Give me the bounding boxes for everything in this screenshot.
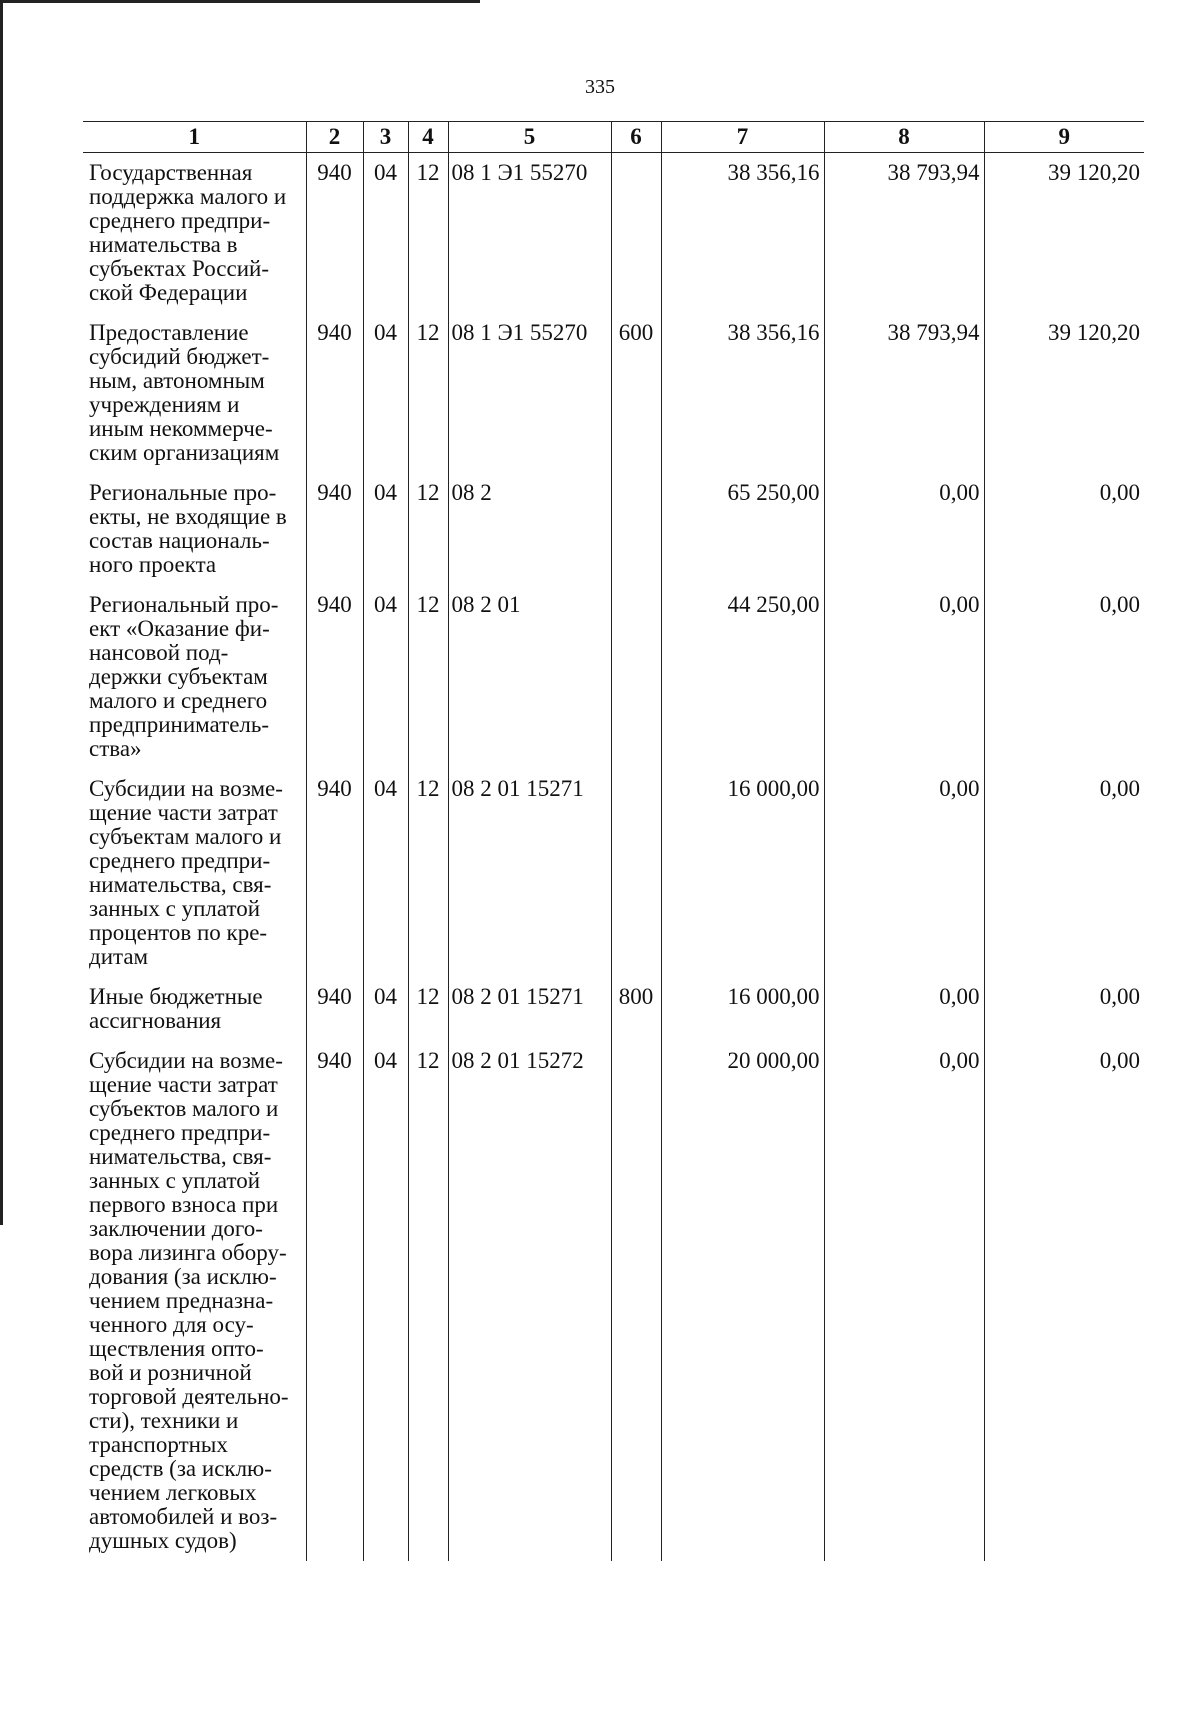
- row-amount-col9: 0,00: [984, 769, 1144, 977]
- row-amount-col7: 38 356,16: [661, 153, 824, 314]
- row-name: Государственная поддержка малого и среднего предпри- нимательства в субъектах Россий- ской Федерации: [89, 160, 287, 305]
- row-section: 04: [363, 313, 408, 473]
- header-col-3: 3: [363, 122, 408, 153]
- row-target-code: 08 2: [448, 473, 611, 585]
- row-amount-col7: 16 000,00: [661, 977, 824, 1041]
- row-target-code: 08 2 01 15271: [448, 769, 611, 977]
- row-subsection: 12: [408, 769, 448, 977]
- header-col-5: 5: [448, 122, 611, 153]
- table-header: [83, 122, 1144, 153]
- row-amount-col9: 0,00: [984, 585, 1144, 769]
- row-name: Региональный про- ект «Оказание фи- нансовой под- держки субъектам малого и среднего предприниматель- ства»: [89, 592, 279, 761]
- row-amount-col8: 0,00: [824, 1041, 984, 1561]
- row-expense-type: 600: [611, 313, 661, 473]
- row-amount-col7: 65 250,00: [661, 473, 824, 585]
- row-amount-col9: 39 120,20: [984, 313, 1144, 473]
- row-amount-col9: 0,00: [984, 473, 1144, 585]
- header-row: [83, 122, 1144, 153]
- row-section: 04: [363, 153, 408, 314]
- row-amount-col9: 39 120,20: [984, 153, 1144, 314]
- table-row: [83, 473, 1144, 585]
- row-grbs: 940: [306, 1041, 363, 1561]
- row-section: 04: [363, 1041, 408, 1561]
- row-expense-type: [611, 1041, 661, 1561]
- row-grbs: 940: [306, 585, 363, 769]
- row-grbs: 940: [306, 473, 363, 585]
- row-subsection: 12: [408, 977, 448, 1041]
- row-grbs: 940: [306, 153, 363, 314]
- table-row: [83, 153, 1144, 314]
- row-expense-type: [611, 473, 661, 585]
- table-row: [83, 1041, 1144, 1561]
- header-col-6: 6: [611, 122, 661, 153]
- row-name: Региональные про- екты, не входящие в состав националь- ного проекта: [89, 480, 287, 577]
- row-expense-type: 800: [611, 977, 661, 1041]
- row-target-code: 08 1 Э1 55270: [448, 153, 611, 314]
- row-name: Субсидии на возме- щение части затрат субъектов малого и среднего предпри- нимательства, свя- занных с уплатой первого взноса при заключении дого- вора лизинга обору- дования (за исклю- чением предназна- ченного для осу- ществления опто- вой и розничной торговой деятельно- сти), техники и транспортных средств (за исклю- чением легковых автомобилей и воз- душных судов): [89, 1048, 289, 1553]
- row-subsection: 12: [408, 153, 448, 314]
- row-name: Субсидии на возме- щение части затрат субъектам малого и среднего предпри- нимательства, свя- занных с уплатой процентов по кре- дитам: [89, 776, 283, 969]
- row-amount-col8: 0,00: [824, 473, 984, 585]
- row-amount-col8: 0,00: [824, 585, 984, 769]
- row-name: Иные бюджетные ассигнования: [89, 984, 263, 1033]
- row-subsection: 12: [408, 1041, 448, 1561]
- row-amount-col9: 0,00: [984, 1041, 1144, 1561]
- row-amount-col8: 0,00: [824, 977, 984, 1041]
- row-subsection: 12: [408, 473, 448, 585]
- header-col-7: 7: [661, 122, 824, 153]
- row-grbs: 940: [306, 313, 363, 473]
- row-amount-col8: 0,00: [824, 769, 984, 977]
- budget-table: [83, 121, 1144, 1561]
- row-amount-col7: 20 000,00: [661, 1041, 824, 1561]
- row-amount-col9: 0,00: [984, 977, 1144, 1041]
- row-target-code: 08 2 01 15272: [448, 1041, 611, 1561]
- left-edge-rule: [0, 0, 3, 1225]
- table-row: [83, 977, 1144, 1041]
- row-section: 04: [363, 769, 408, 977]
- table-row: [83, 769, 1144, 977]
- header-col-8: 8: [824, 122, 984, 153]
- table-row: [83, 313, 1144, 473]
- header-col-4: 4: [408, 122, 448, 153]
- row-amount-col7: 44 250,00: [661, 585, 824, 769]
- top-edge-rule: [0, 0, 480, 3]
- row-expense-type: [611, 769, 661, 977]
- row-expense-type: [611, 153, 661, 314]
- row-section: 04: [363, 473, 408, 585]
- row-target-code: 08 2 01: [448, 585, 611, 769]
- row-amount-col7: 38 356,16: [661, 313, 824, 473]
- page-number: 335: [585, 76, 615, 98]
- row-grbs: 940: [306, 769, 363, 977]
- header-col-9: 9: [984, 122, 1144, 153]
- row-expense-type: [611, 585, 661, 769]
- row-amount-col8: 38 793,94: [824, 153, 984, 314]
- row-subsection: 12: [408, 585, 448, 769]
- table-row: [83, 585, 1144, 769]
- header-col-1: 1: [83, 122, 306, 153]
- row-subsection: 12: [408, 313, 448, 473]
- row-name: Предоставление субсидий бюджет- ным, автономным учреждениям и иным некоммерче- ским организациям: [89, 320, 280, 465]
- row-grbs: 940: [306, 977, 363, 1041]
- row-section: 04: [363, 977, 408, 1041]
- header-col-2: 2: [306, 122, 363, 153]
- row-target-code: 08 2 01 15271: [448, 977, 611, 1041]
- row-section: 04: [363, 585, 408, 769]
- row-amount-col8: 38 793,94: [824, 313, 984, 473]
- table-body: [83, 153, 1144, 1562]
- row-amount-col7: 16 000,00: [661, 769, 824, 977]
- row-target-code: 08 1 Э1 55270: [448, 313, 611, 473]
